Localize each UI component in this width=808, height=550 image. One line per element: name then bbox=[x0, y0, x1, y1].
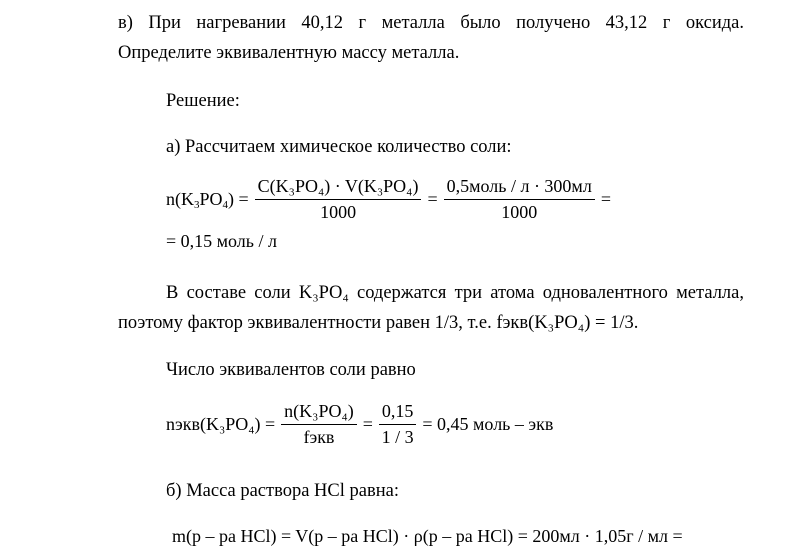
formula-moles bbox=[166, 177, 611, 222]
task-v-line1: в) При нагревании 40,12 г металла было получено 43,12 г оксида. bbox=[118, 13, 744, 33]
formula-moles-fraction2: $\frac{\text{0,5моль / л · 300мл}}{1000}$ bbox=[444, 177, 595, 222]
formula-mass: m(р – ра HCl) = V(р – ра HCl) · ρ(р – ра HCl) = 200мл · 1,05г / мл = bbox=[172, 526, 683, 546]
formula-moles-fraction1: $\frac{\text{C(K₃PO₄) · V(K₃PO₄)}}{1000}$ bbox=[255, 177, 422, 222]
formula-equivalents-fraction1: $\frac{\text{n(K₃PO₄)}}{\text{fэкв}}$ bbox=[281, 402, 357, 447]
formula-equivalents-result: = 0,45 моль – экв bbox=[422, 413, 554, 434]
formula-equivalents-lhs: nэкв(K₃PO₄) = bbox=[166, 413, 276, 434]
formula-moles-result: = 0,15 моль / л bbox=[166, 231, 277, 251]
formula-equivalents-fraction2: $\frac{0,15}{1 / 3}$ bbox=[379, 402, 417, 447]
para-salt-line1: В составе соли K₃PO₄ содержатся три атома одновалентного металла, bbox=[166, 283, 744, 303]
formula-moles-eq2: = bbox=[600, 188, 611, 209]
equiv-text: Число эквивалентов соли равно bbox=[166, 360, 416, 380]
para-salt-line2: поэтому фактор эквивалентности равен 1/3, т.е. fэкв(K₃PO₄) = 1/3. bbox=[118, 313, 639, 333]
formula-moles-eq1: = bbox=[427, 188, 438, 209]
solution-heading: Решение: bbox=[166, 91, 240, 111]
step-a-text: а) Рассчитаем химическое количество соли: bbox=[166, 137, 512, 157]
task-v-line2: Определите эквивалентную массу металла. bbox=[118, 43, 460, 63]
step-b-text: б) Масса раствора HCl равна: bbox=[166, 481, 399, 501]
formula-equivalents bbox=[166, 402, 553, 447]
formula-moles-lhs: $n(K_3PO_4)$ = bbox=[166, 188, 249, 211]
formula-equivalents-eq1: = bbox=[362, 413, 373, 434]
